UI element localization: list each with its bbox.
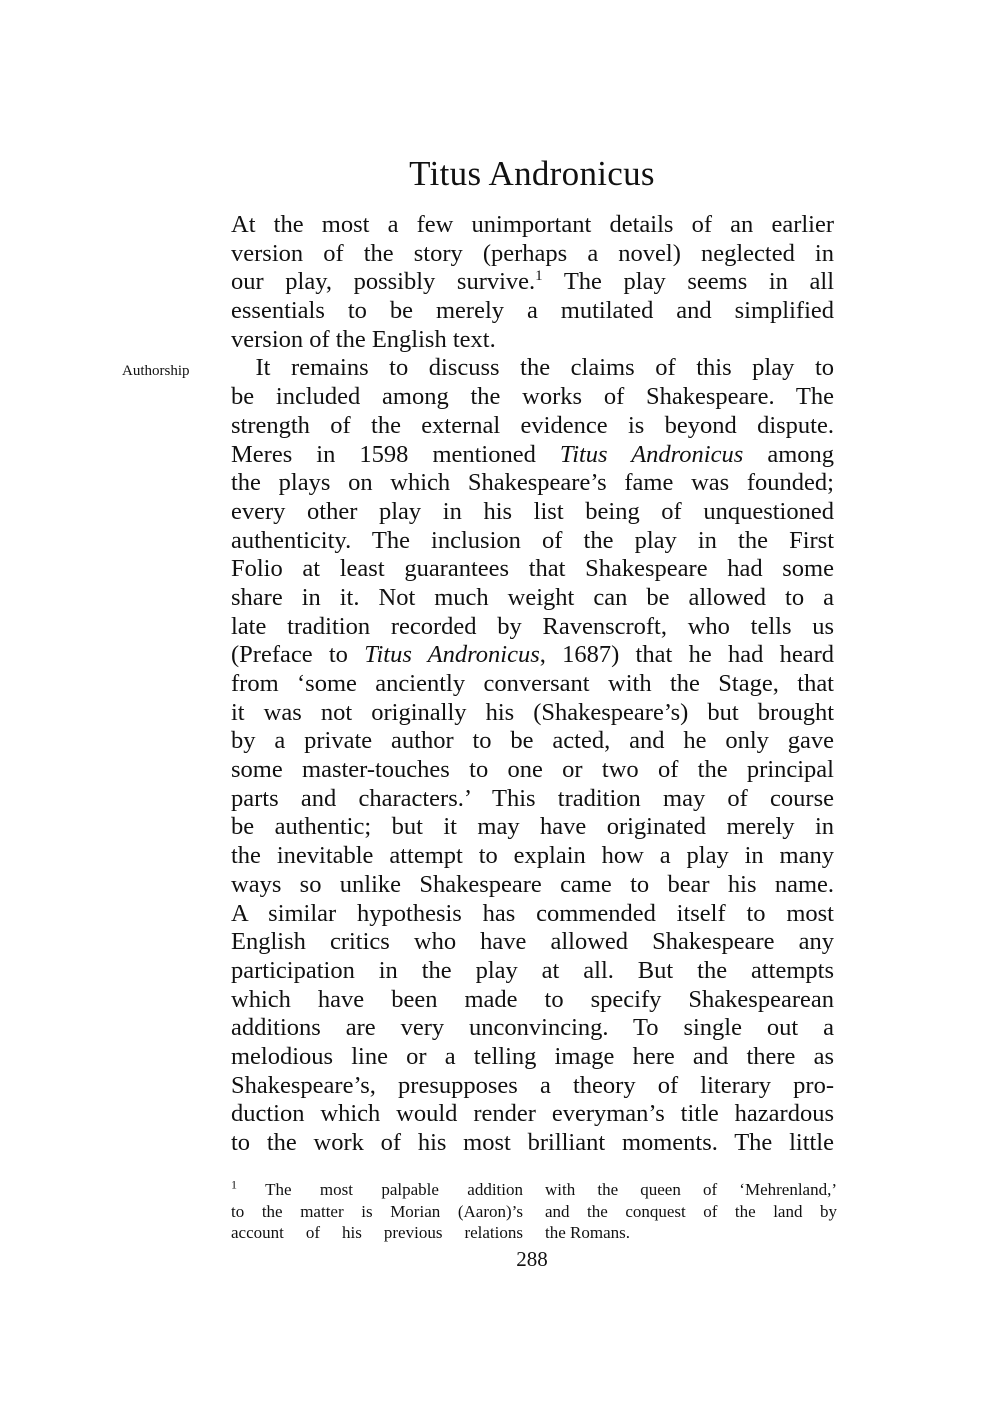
text-run: melodious line or a telling image here and there as	[231, 1042, 834, 1070]
body-line	[231, 699, 834, 728]
text-run: the plays on which Shakespeare’s fame was founded;	[231, 469, 834, 497]
text-run: additions are very unconvincing. To single out a	[231, 1014, 834, 1042]
text-run: our play, possibly survive.	[231, 268, 536, 296]
body-line	[231, 1043, 834, 1072]
text-run: share in it. Not much weight can be allowed to a	[231, 583, 834, 611]
body-text	[231, 211, 834, 1158]
body-line	[231, 412, 834, 441]
text-run: which have been made to specify Shakespearean	[231, 985, 834, 1013]
footnote-line	[545, 1179, 837, 1201]
text-run: essentials to be merely a mutilated and simplified	[231, 297, 834, 325]
body-line	[231, 1129, 834, 1158]
text-run: duction which would render everyman’s title hazardous	[231, 1100, 834, 1128]
text-run: every other play in his list being of unquestioned	[231, 497, 834, 525]
text-run: among	[743, 440, 834, 468]
body-line	[231, 871, 834, 900]
body-line	[231, 441, 834, 470]
body-line	[231, 613, 834, 642]
footnote-line	[545, 1222, 837, 1244]
body-line	[231, 268, 834, 297]
italic-title: Titus Andronicus	[559, 440, 744, 468]
body-line	[231, 727, 834, 756]
text-run: , 1687) that he had heard	[539, 641, 834, 669]
body-line	[231, 641, 834, 670]
footnote-line	[231, 1222, 523, 1244]
footnote-number: 1	[231, 1177, 237, 1192]
margin-note-authorship: Authorship	[122, 363, 190, 379]
body-line	[231, 957, 834, 986]
text-run: it was not originally his (Shakespeare’s) but brought	[231, 698, 834, 726]
text-run: late tradition recorded by Ravenscroft, who tells us	[231, 612, 834, 640]
body-line	[231, 527, 834, 556]
body-line	[231, 498, 834, 527]
italic-title: Titus Andronicus	[364, 641, 540, 669]
text-run: version of the story (perhaps a novel) neglected in	[231, 239, 834, 267]
footnote-marker: 1	[535, 268, 543, 285]
text-run: strength of the external evidence is beyond dispute.	[231, 411, 834, 439]
text-run: authenticity. The inclusion of the play in the First	[231, 526, 834, 554]
text-run: Shakespeare’s, presupposes a theory of literary pro-	[231, 1071, 834, 1099]
text-run: At the most a few unimportant details of an earlier	[231, 211, 834, 238]
body-line	[231, 354, 834, 383]
text-run: Meres in 1598 mentioned	[231, 440, 560, 468]
footnote-text: to the matter is Morian (Aaron)’s	[231, 1201, 523, 1221]
body-line	[231, 785, 834, 814]
text-run: some master-touches to one or two of the principal	[231, 756, 834, 784]
text-run: (Preface to	[231, 641, 365, 669]
text-run: by a private author to be acted, and he only gave	[231, 727, 834, 755]
body-line	[231, 469, 834, 498]
body-line	[231, 1072, 834, 1101]
body-line	[231, 297, 834, 326]
footnote-line	[231, 1179, 523, 1201]
text-run: the inevitable attempt to explain how a play in many	[231, 842, 834, 870]
footnote-line	[545, 1201, 837, 1223]
footnote-text: with the queen of ‘Mehrenland,’	[545, 1180, 837, 1199]
text-run: ways so unlike Shakespeare came to bear his name.	[231, 870, 834, 898]
footnote-right-column	[545, 1179, 837, 1244]
text-run: The play seems in all	[542, 268, 835, 296]
text-run: be included among the works of Shakespeare. The	[231, 383, 834, 411]
body-line	[231, 986, 834, 1015]
body-line	[231, 842, 834, 871]
text-run: It remains to discuss the claims of this play to	[231, 354, 834, 382]
text-run: version of the English text.	[231, 325, 496, 353]
page-title: Titus Andronicus	[409, 154, 655, 193]
footnote-text: The most palpable addition	[237, 1180, 523, 1199]
body-line	[231, 326, 834, 355]
body-line	[231, 240, 834, 269]
body-line	[231, 555, 834, 584]
text-run: from ‘some anciently conversant with the Stage, that	[231, 670, 834, 697]
footnote-left-column	[231, 1179, 523, 1244]
footnote-line	[231, 1201, 523, 1223]
body-line	[231, 211, 834, 240]
page-number: 288	[516, 1247, 548, 1271]
body-line	[231, 1100, 834, 1129]
body-line	[231, 813, 834, 842]
body-line	[231, 383, 834, 412]
footnote-text: and the conquest of the land by	[545, 1201, 837, 1221]
body-line	[231, 928, 834, 957]
body-line	[231, 584, 834, 613]
text-run: parts and characters.’ This tradition may of course	[231, 784, 834, 812]
text-run: A similar hypothesis has commended itself to most	[231, 899, 834, 927]
text-run: to the work of his most brilliant moments. The little	[231, 1129, 834, 1156]
body-line	[231, 670, 834, 699]
text-run: participation in the play at all. But the attempts	[231, 956, 834, 984]
footnote-text: account of his previous relations	[231, 1223, 523, 1242]
body-line	[231, 756, 834, 785]
text-run: English critics who have allowed Shakespeare any	[231, 928, 834, 956]
body-line	[231, 1014, 834, 1043]
text-run: be authentic; but it may have originated merely in	[231, 813, 834, 841]
text-run: Folio at least guarantees that Shakespeare had some	[231, 555, 834, 583]
body-line	[231, 900, 834, 929]
footnote-text: the Romans.	[545, 1223, 630, 1242]
